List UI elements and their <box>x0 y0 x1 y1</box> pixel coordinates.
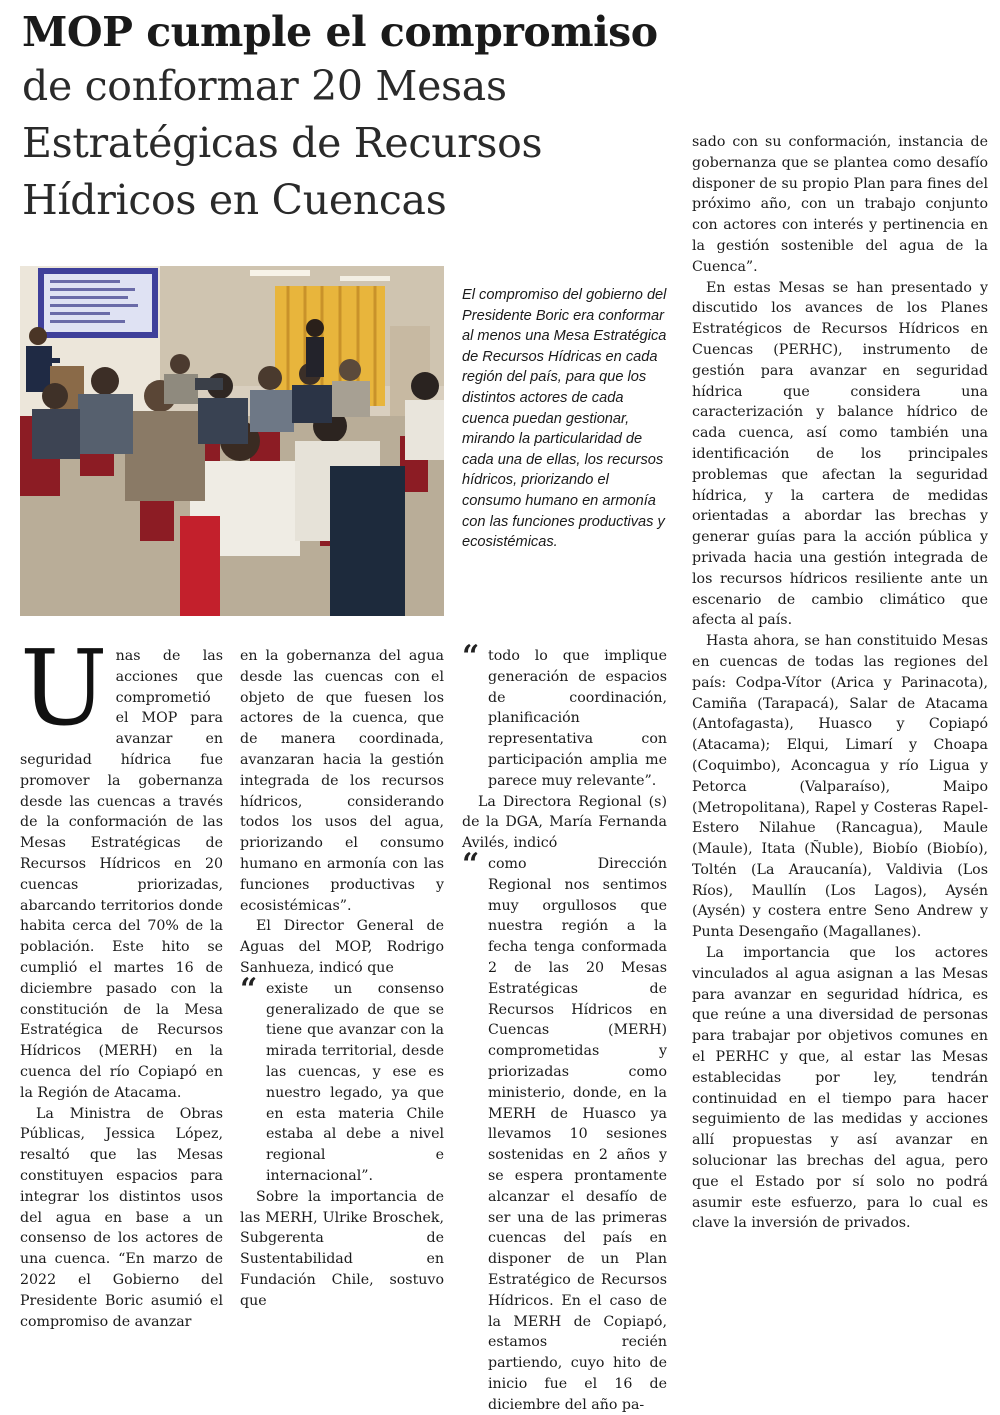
col2-quote-text: existe un consenso generalizado de que se tiene que avanzar con la mirada territorial, desde las cuencas, y ese es nuestro legado, ya que en esta materia Chile estaba al debe a nivel regional e internacional”. <box>266 980 444 1184</box>
headline <box>22 6 672 229</box>
article-column-2 <box>240 646 444 1312</box>
col3-quote-1-text: todo lo que implique generación de espacios de coordinación, planificación representativa con participación amplia me parece muy relevante”. <box>488 648 667 789</box>
headline-bold-line: MOP cumple el compromiso <box>22 8 658 56</box>
col1-paragraph-2: La Ministra de Obras Públicas, Jessica López, resaltó que las Mesas constituyen espacios para integrar los distintos usos del agua en base a un consenso de los actores de una cuenca. “En marzo de 2022 el Gobierno del Presidente Boric asumió el compromiso de avanzar <box>20 1105 223 1330</box>
col4-paragraph-4: La importancia que los actores vinculados al agua asignan a las Mesas para avanzar en seguridad hídrica, es que reúne a una diversidad de personas para trabajar por objetivos comunes en el PERHC y que, al estar las Mesas establecidas por ley, tendrán continuidad en el tiempo para hacer seguimiento de las medidas y acciones allí propuestas y así avanzar en solucionar las brechas del agua, pero que el Estado por sí solo no podrá asumir este esfuerzo, para lo cual es clave la inversión de privados. <box>692 945 988 1232</box>
col4-paragraph-3: Hasta ahora, se han constituido Mesas en cuencas de todas las regiones del país: Codpa-Vítor (Arica y Parinacota), Camiña (Tarapacá), Salar de Atacama (Antofagasta), Huasco y Copiapó (Atacama); Elqui, Limarí y Choapa (Coquimbo), Aconcagua y río Ligua y Petorca (Valparaíso), Maipo (Metropolitana), Rapel y Costeras Rapel-Estero Nilahue (Rancagua), Maule (Maule), Itata (Ñuble), Biobío (Biobío), Toltén (La Araucanía), Valdivia (Los Ríos), Maullín (Los Lagos), Aysén (Aysén) y costera entre Seno Andrew y Punta Desengaño (Magallanes). <box>692 633 988 941</box>
meeting-photo <box>20 266 444 616</box>
headline-line-2: Estratégicas de Recursos <box>22 119 543 167</box>
quote-mark-icon: “ <box>462 639 480 674</box>
col1-paragraph-1: nas de las acciones que comprometió el MOP para avanzar en seguridad hídrica fue promover la gobernanza desde las cuencas a través de la conformación de las Mesas Estratégicas de Recursos Hídricos en 20 cuencas priorizadas, abarcando territorios donde habita cerca del 70% de la población. Este hito se cumplió el martes 16 de diciembre pasado con la constitución de la Mesa Estratégica de Recursos Hídricos (MERH) en la cuenca del río Copiapó en la Región de Atacama. <box>20 648 223 1101</box>
headline-line-1: de conformar 20 Mesas <box>22 62 507 110</box>
col3-paragraph-1: La Directora Regional (s) de la DGA, María Fernanda Avilés, indicó <box>462 793 667 852</box>
col2-paragraph-2: El Director General de Aguas del MOP, Rodrigo Sanhueza, indicó que <box>240 918 444 976</box>
col2-paragraph-1: en la gobernanza del agua desde las cuencas con el objeto de que fuesen los actores de la cuenca, que de manera coordinada, avanzaran hacia la gestión integrada de los recursos hídricos, considerando todos los usos del agua, priorizando el consumo humano en armonía con las funciones productivas y ecosistémicas”. <box>240 648 444 914</box>
article-column-1 <box>20 627 223 1332</box>
col3-quote-2-text: como Dirección Regional nos sentimos muy orgullosos que nuestra región a la fecha tenga conformada 2 de las 20 Mesas Estratégicas de Recursos Hídricos en Cuencas (MERH) comprometidas y priorizadas como ministerio, donde, en la MERH de Huasco ya llevamos 10 sesiones sostenidas en 2 años y se espera prontamente alcanzar el desafío de ser una de las primeras cuencas del país en disponer de un Plan Estratégico de Recursos Hídricos. En el caso de la MERH de Copiapó, estamos recién partiendo, cuyo hito de inicio fue el 16 de diciembre del año pa- <box>488 855 667 1413</box>
col4-paragraph-2: En estas Mesas se han presentado y discutido los avances de los Planes Estratégicos de Recursos Hídricos en Cuencas (PERHC), instrumento de gestión para avanzar en seguridad hídrica que considera una caracterización y balance hídrico de cada cuenca, así como también una identificación de los principales problemas que afectan la seguridad hídrica, y la cartera de medidas orientadas a abordar las brechas y generar guías para la acción pública y privada hacia una gestión integrada de los recursos hídricos resiliente ante un escenario de cambio climático que afecta al país. <box>692 279 988 629</box>
article-column-4 <box>692 132 988 1234</box>
col2-paragraph-3: Sobre la importancia de las MERH, Ulrike Broschek, Subgerenta de Sustentabilidad en Fundación Chile, sostuvo que <box>240 1188 444 1309</box>
headline-line-3: Hídricos en Cuencas <box>22 176 447 224</box>
col4-paragraph-1: sado con su conformación, instancia de gobernanza que se plantea como desafío disponer de su propio Plan para fines del próximo año, con un trabajo conjunto con actores con interés y pertinencia en la gestión sostenible del agua de la Cuenca”. <box>692 134 988 275</box>
quote-mark-icon: “ <box>240 971 258 1007</box>
article-column-3 <box>462 639 667 1415</box>
quote-mark-icon: “ <box>462 846 480 882</box>
col3-quote-2 <box>462 846 667 1415</box>
col2-quote <box>240 971 444 1187</box>
col3-quote-1 <box>462 639 667 792</box>
photo-caption: El compromiso del gobierno del Presidente Boric era conformar al menos una Mesa Estratégica de Recursos Hídricas en cada región del país, para que los distintos actores de cada cuenca puedan gestionar, mirando la particularidad de cada una de ellas, los recursos hídricos, priorizando el consumo humano en armonía con las funciones productivas y ecosistémicas. <box>462 287 667 551</box>
drop-cap: U <box>20 627 108 749</box>
